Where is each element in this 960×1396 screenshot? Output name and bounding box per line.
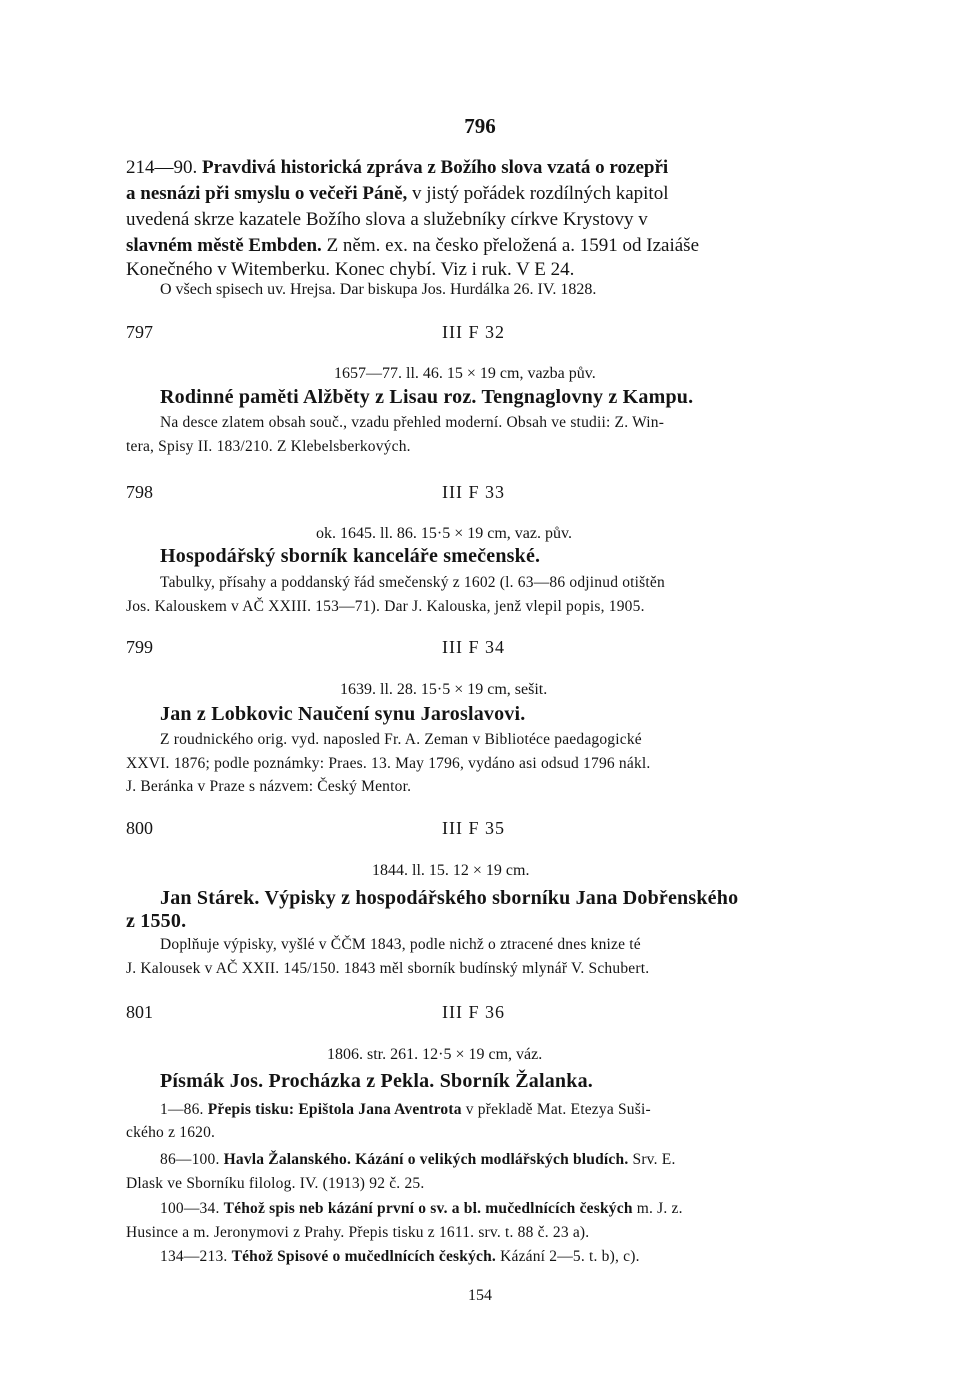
contents-item bbox=[160, 1248, 640, 1266]
entry-note-line: J. Kalousek v AČ XXII. 145/150. 1843 měl sborník budínský mlynář V. Schubert. bbox=[126, 960, 650, 977]
physical-details: 1639. ll. 28. 15·5 × 19 cm, sešit. bbox=[340, 681, 548, 698]
entry-title: Písmák Jos. Procházka z Pekla. Sborník Žalanka. bbox=[160, 1070, 593, 1092]
entry-note-line: Z roudnického orig. vyd. naposled Fr. A. Zeman v Bibliotéce paedagogické bbox=[160, 731, 642, 748]
entry-number: 797 bbox=[126, 322, 153, 342]
entry-note-line: XXVI. 1876; podle poznámky: Praes. 13. May 1796, vydáno asi odsud 1796 nákl. bbox=[126, 755, 651, 772]
contents-title: Téhož spis neb kázání první o sv. a bl. mučedlnících českých bbox=[223, 1200, 633, 1217]
entry-number: 800 bbox=[126, 818, 153, 838]
shelf-signature: III F 32 bbox=[442, 322, 505, 342]
contents-text: Srv. E. bbox=[628, 1151, 676, 1168]
entry-796-line-3: uvedená skrze kazatele Božího slova a služebníky církve Krystovy v bbox=[126, 209, 648, 230]
contents-range: 134—213. bbox=[160, 1248, 228, 1265]
entry-796-title-rest-2: v jistý pořádek rozdílných kapitol bbox=[407, 183, 669, 204]
contents-item-continuation: ckého z 1620. bbox=[126, 1124, 216, 1141]
entry-title: Rodinné paměti Alžběty z Lisau roz. Tengnaglovny z Kampu. bbox=[160, 386, 694, 408]
entry-note-line: Na desce zlatem obsah souč., vzadu přehled moderní. Obsah ve studii: Z. Win- bbox=[160, 414, 665, 431]
contents-item-continuation: Dlask ve Sborníku filolog. IV. (1913) 92 č. 25. bbox=[126, 1175, 425, 1192]
entry-796-title-part-3: slavném městě Embden. bbox=[126, 235, 322, 256]
entry-note-line: tera, Spisy II. 183/210. Z Klebelsberkových. bbox=[126, 438, 411, 455]
contents-title: Téhož Spisové o mučedlnících českých. bbox=[231, 1248, 497, 1265]
entry-title-line: z 1550. bbox=[126, 910, 187, 932]
entry-796-line-1 bbox=[126, 157, 838, 179]
entry-796-note: O všech spisech uv. Hrejsa. Dar biskupa Jos. Hurdálka 26. IV. 1828. bbox=[160, 281, 597, 298]
entry-note-line: J. Beránka v Praze s názvem: Český Mentor. bbox=[126, 778, 412, 795]
contents-range: 1—86. bbox=[160, 1101, 204, 1118]
contents-item bbox=[160, 1151, 676, 1169]
entry-number: 799 bbox=[126, 637, 153, 657]
entry-796-line-2 bbox=[126, 183, 838, 205]
physical-details: 1844. ll. 15. 12 × 19 cm. bbox=[372, 862, 530, 879]
entry-title: Hospodářský sborník kanceláře smečenské. bbox=[160, 545, 541, 567]
contents-item bbox=[160, 1101, 651, 1119]
contents-item bbox=[160, 1200, 683, 1218]
page-number: 796 bbox=[464, 114, 496, 138]
entry-796-line-4 bbox=[126, 235, 838, 257]
shelf-signature: III F 34 bbox=[442, 637, 505, 657]
entry-796-title-part-2: a nesnázi při smyslu o večeři Páně, bbox=[126, 183, 408, 204]
contents-range: 100—34. bbox=[160, 1200, 220, 1217]
physical-details: 1806. str. 261. 12·5 × 19 cm, váz. bbox=[327, 1046, 543, 1063]
entry-note-line: Doplňuje výpisky, vyšlé v ČČM 1843, podle nichž o ztracené dnes knize té bbox=[160, 936, 641, 953]
contents-text: m. J. z. bbox=[632, 1200, 683, 1217]
entry-note-line: Tabulky, přísahy a poddanský řád smečenský z 1602 (l. 63—86 odjinud otištěn bbox=[160, 574, 665, 591]
contents-text: v překladě Mat. Etezya Suši- bbox=[461, 1101, 651, 1118]
entry-title-line: Jan Stárek. Výpisky z hospodářského sborníku Jana Dobřenského bbox=[160, 887, 739, 909]
entry-796-line-4-rest: Z něm. ex. na česko přeložená a. 1591 od Izaiáše bbox=[321, 235, 700, 256]
shelf-signature: III F 35 bbox=[442, 818, 505, 838]
shelf-signature: III F 33 bbox=[442, 482, 505, 502]
contents-title: Přepis tisku: Epištola Jana Aventrota bbox=[207, 1101, 462, 1118]
entry-796-lead: 214—90. bbox=[126, 157, 198, 178]
contents-title: Havla Žalanského. Kázání o velikých modlářských bludích. bbox=[223, 1151, 629, 1168]
physical-details: 1657—77. ll. 46. 15 × 19 cm, vazba pův. bbox=[334, 365, 596, 382]
contents-text: Kázání 2—5. t. b), c). bbox=[496, 1248, 640, 1265]
entry-796-line-5: Konečného v Witemberku. Konec chybí. Viz i ruk. V E 24. bbox=[126, 259, 575, 280]
entry-note-line: Jos. Kalouskem v AČ XXIII. 153—71). Dar J. Kalouska, jenž vlepil popis, 1905. bbox=[126, 598, 645, 615]
entry-number: 798 bbox=[126, 482, 153, 502]
entry-title: Jan z Lobkovic Naučení synu Jaroslavovi. bbox=[160, 703, 526, 725]
entry-number: 801 bbox=[126, 1002, 153, 1022]
entry-796-title-part-1: Pravdivá historická zpráva z Božího slova vzatá o rozepři bbox=[202, 157, 669, 178]
contents-range: 86—100. bbox=[160, 1151, 220, 1168]
footer-page-number: 154 bbox=[468, 1287, 492, 1304]
physical-details: ok. 1645. ll. 86. 15·5 × 19 cm, vaz. pův. bbox=[316, 525, 572, 542]
shelf-signature: III F 36 bbox=[442, 1002, 505, 1022]
contents-item-continuation: Husince a m. Jeronymovi z Prahy. Přepis tisku z 1611. srv. t. 88 č. 23 a). bbox=[126, 1224, 590, 1241]
